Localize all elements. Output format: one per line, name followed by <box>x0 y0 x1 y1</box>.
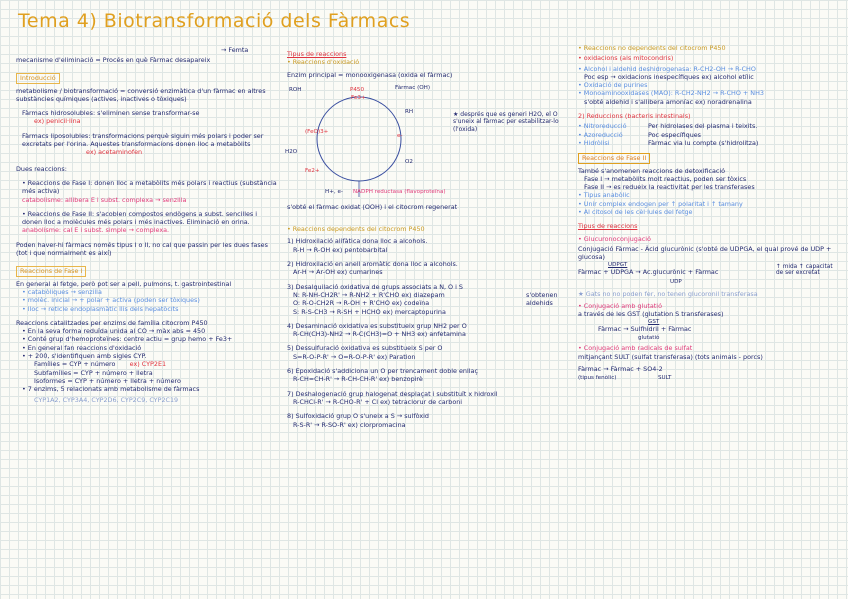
fase2-f: • Al citosol de les cèl·lules del fetge <box>578 208 693 217</box>
cycle-output: s'obté el fàrmac oxidat (OOH) i el citocrom regenerat <box>287 202 458 211</box>
fase1-c: • molèc. inicial → + polar + activa (poden ser tòxiques) <box>22 296 200 305</box>
glut-eq: Fàrmac → Sulfhidril + Fàrmac <box>598 325 692 334</box>
glut-b: glutatió <box>638 335 660 342</box>
cycle-h2o: H2O <box>285 148 298 155</box>
sulf-eq: Fàrmac → Fàrmac + SO4-2 <box>578 365 663 374</box>
sulf-b: (tipus fenòlic) <box>578 375 617 382</box>
cycle-roh: ROH <box>289 86 302 93</box>
fase1-header: Reaccions de Fase I <box>16 266 86 276</box>
nitroreduccio-desc: Per hidrolases del plasma i teixits. <box>648 122 758 131</box>
cycle-h: H+, e- <box>325 188 343 195</box>
fase1-desc: • Reaccions de Fase I: donen lloc a metabòlits més polars i reactius (substància més activa) <box>22 178 277 196</box>
fase1-a: En general al fetge, però pot ser a pell, pulmons, t. gastrointestinal <box>16 279 232 288</box>
fase2-e: • Unir complex endogen per ↑ polaritat i ↑ tamany <box>578 199 743 208</box>
reduccions-table <box>578 122 840 147</box>
oxidacions-mito: • oxidacions (als mitocondris) <box>578 54 674 63</box>
cyp-d: • En general fan reaccions d'oxidació <box>22 343 142 352</box>
metab-text: metabolisme / biotransformació = conversió enzimàtica d'un fàrmac en altres substàncies químiques (actives, inactives o tòxiques) <box>16 86 266 103</box>
subfamilies: Subfamílies = CYP + número + lletra <box>34 368 153 377</box>
glut-a: a través de les GST (glutation S transferases) <box>578 310 724 319</box>
gluc-equation <box>578 261 840 288</box>
gluc-eq: Fàrmac + UDPGA → Ac.glucurònic + Fàrmac <box>578 267 719 276</box>
dues-reaccions: Dues reaccions: <box>16 164 67 173</box>
dependents-p450: • Reaccions dependents del citocrom P450 <box>287 225 425 234</box>
fase2-header: Reaccions de Fase II <box>578 153 650 163</box>
fase2-c: Fase II → es redueix la reactivitat per les transferases <box>584 183 755 192</box>
r3-o: O: R-O-CH2R → R-OH + R'CHO ex) codeïna <box>293 299 430 308</box>
p450-cycle <box>287 81 570 199</box>
alcohol-dh: • Alcohol i aldehid deshidrogenasa: R-CH2-OH → R-CHO <box>578 64 756 73</box>
alcohol-dh-b: Poc esp → oxidacions inespecífiques ex) alcohol etílic <box>584 72 754 81</box>
azoreduccio: • Azoreducció <box>578 130 623 139</box>
intro-line: mecanisme d'eliminació = Procés en què Fàrmac desapareix <box>16 56 211 64</box>
gluc-udp: UDP <box>670 278 682 285</box>
fase2-desc: • Reaccions de Fase II: s'acoblen compostos endògens a subst. sencilles i donen lloc a molècules més polars i més inactives. Eliminació en orina. <box>22 209 258 227</box>
mao: • Monoaminooxidases (MAO): R-CH2-NH2 → R-CHO + NH3 <box>578 89 764 98</box>
cycle-fe2: Fe2+ <box>305 167 320 174</box>
sulf-enzyme: SULT <box>658 375 672 382</box>
anabolisme: anabolisme: cal E i subst. simple → complexa. <box>22 226 170 235</box>
families: Famílies = CYP + número ex) CYP2E1 <box>34 360 167 369</box>
gluc-side: ↑ mida ↑ capacitat de ser excretat <box>776 263 833 277</box>
r8-formula: R-S-R' → R-SO-R' ex) clorpromacina <box>293 420 406 429</box>
intro-header: Introducció <box>16 73 60 83</box>
cyp-list: CYP1A2, CYP3A4, CYP2D6, CYP2C9, CYP2C19 <box>34 395 179 404</box>
r3-n: N: R-NH-CH2R' → R-NH2 + R'CHO ex) diazepam <box>293 290 445 299</box>
glucuronoconjugacio: • Glucuronoconjugació <box>578 234 651 243</box>
cycle-side-note: ★ després que es generi H2O, el O s'uneix al fàrmac per estabilitzar-lo (l'oxida) <box>453 110 559 133</box>
reaction-list <box>287 237 570 428</box>
families-example: ex) CYP2E1 <box>129 360 167 369</box>
hidro-example: ex) penicil·lina <box>34 117 81 126</box>
hidro-text: Fàrmacs hidrosolubles: s'eliminen sense transformar-se <box>22 109 200 118</box>
reduccions: 2) Reduccions (bacteris intestinals) <box>578 112 691 121</box>
r6-formula: R-CH=CH-R' → R-CH-CH-R' ex) benzopirè <box>293 375 423 384</box>
no-dependents-p450: • Reaccions no dependents del citocrom P450 <box>578 44 726 52</box>
column-1 <box>16 42 278 410</box>
cycle-e: e- <box>397 132 403 139</box>
oxidacio-purines: • Oxidació de purines <box>578 81 648 90</box>
r3-side: s'obtenen aldehids <box>526 290 558 308</box>
reaccions-oxidacio: • Reaccions d'oxidació <box>287 58 360 67</box>
lipo-text: Fàrmacs liposolubles: transformacions perquè siguin més polars i poder ser excretats per l'orina. Aquestes transformacions donen lloc a metabòlits <box>22 131 264 149</box>
catabolisme: catabolisme: allibera E i subst. complexa → senzilla <box>22 195 187 204</box>
r1: 1) Hidroxilació alifàtica dona lloc a alcohols. <box>287 237 428 246</box>
sulf-equation <box>578 363 840 385</box>
cyp-b: • En la seva forma reduïda unida al CO → màx abs = 450 <box>22 327 206 336</box>
r4-formula: R-CH(CH3)-NH2 → R-C(CH3)=O + NH3 ex) anfetamina <box>293 330 466 339</box>
glut-enzyme: GST <box>648 319 660 326</box>
r5: 5) Dessulfuració oxidativa es substitueix S per O <box>287 344 443 353</box>
r3: 3) Desalquilació oxidativa de grups associats a N, O i S <box>287 282 463 291</box>
seven-enzims: • 7 enzims, 5 relacionats amb metabolisme de fàrmacs <box>22 385 200 394</box>
column-2 <box>287 42 570 435</box>
fase1-b: • catabòliques → senzilla <box>22 287 102 296</box>
glut-equation <box>578 320 840 342</box>
r7: 7) Deshalogenació grup halogenat desplaçat i substituït x hidroxil <box>287 389 498 398</box>
gluc-enzyme: UDPGT <box>608 261 628 268</box>
page-title: Tema 4) Biotransformació dels Fàrmacs <box>18 10 411 32</box>
fase2-a: També s'anomenen reaccions de detoxificació <box>578 166 726 175</box>
fase2-d: • Tipus anabòlic <box>578 191 630 200</box>
hever-note: Poden haver-hi fàrmacs només tipus I o II, no cal que passin per les dues fases (tot i que normalment es així) <box>16 240 268 258</box>
cyp-e: • + 200, s'identifiquen amb sigles CYP. <box>22 352 147 361</box>
hidrolisi-desc: Fàrmac via lu compte (s'hidrolitza) <box>648 138 759 147</box>
azoreduccio-desc: Poc específiques <box>648 130 702 139</box>
r4: 4) Desaminació oxidativa es substitueix grup NH2 per O <box>287 321 467 330</box>
conjugacio-sulfat: • Conjugació amb radicals de sulfat <box>578 344 693 353</box>
feces-note: → Femta <box>221 46 249 54</box>
r2-formula: Ar-H → Ar-OH ex) cumarines <box>293 268 383 277</box>
r7-formula: R-CHCl-R' → R-CHO-R' + Cl ex) tetraclorur de carboni <box>293 397 463 406</box>
gluc-note: ★ Gats no no poden fer, no tenen glucoronil transferasa <box>578 289 758 298</box>
r3-s: S: R-S-CH3 → R-SH + HCHO ex) mercaptopurina <box>293 307 446 316</box>
r6: 6) Epoxidació s'addiciona un O per trencament doble enllaç <box>287 367 478 376</box>
r5-formula: S=R-O-P-R' → O=R-O-P-R' ex) Paration <box>293 352 416 361</box>
enzim-principal: Enzim principal = monooxigenasa (oxida el fàrmac) <box>287 70 453 79</box>
isoformes: Isoformes = CYP + número + lletra + número <box>34 376 181 385</box>
cycle-fe3: Fe3+ <box>351 94 366 101</box>
r8: 8) Sulfoxidació grup O s'uneix a S → sulfòxid <box>287 412 429 421</box>
cycle-farmac-oh: Fàrmac (OH) <box>395 84 431 91</box>
fase1-d: • lloc → reticle endoplasmàtic llis dels hepatòcits <box>22 304 179 313</box>
gluc-a: Conjugació Fàrmac - Àcid glucurònic (s'obté de UDPGA, el qual prové de UDP + glucosa) <box>578 244 832 262</box>
conjugacio-glutatio: • Conjugació amb glutatió <box>578 301 662 310</box>
cycle-rh: RH <box>405 108 414 115</box>
tipus-reaccions-2: Tipus de reaccions <box>578 222 638 231</box>
hidrolisi: • Hidròlisi <box>578 138 610 147</box>
cycle-circle <box>287 81 570 199</box>
cycle-p450: P450 <box>350 86 365 93</box>
cyp-c: • Conté grup d'hemoproteïnes: centre actiu = grup hemo + Fe3+ <box>22 335 233 344</box>
cycle-o2: O2 <box>405 158 413 165</box>
r2: 2) Hidroxilació en anell aromàtic dona lloc a alcohols. <box>287 260 458 269</box>
nitroreduccio: • Nitroreducció <box>578 122 627 131</box>
lipo-example: ex) acetaminofen <box>86 148 143 157</box>
column-3 <box>578 42 840 385</box>
tipus-reaccions: Tipus de reaccions <box>287 50 347 58</box>
sulf-a: mitjançant SULT (sulfat transferasa) (tots animals - porcs) <box>578 352 763 361</box>
cycle-feo: (FeO)3+ <box>305 128 329 135</box>
fase2-b: Fase I → metabòlits molt reactius, poden ser tòxics <box>584 174 747 183</box>
cycle-nadph: NADPH reductasa (flavoproteïna) <box>353 188 446 195</box>
r1-formula: R-H → R-OH ex) pentobarbital <box>293 245 388 254</box>
mao-b: s'obté aldehid i s'allibera amoníac ex) noradrenalina <box>584 97 752 106</box>
cyp-a: Reaccions catalitzades per enzims de família citocrom P450 <box>16 318 208 327</box>
